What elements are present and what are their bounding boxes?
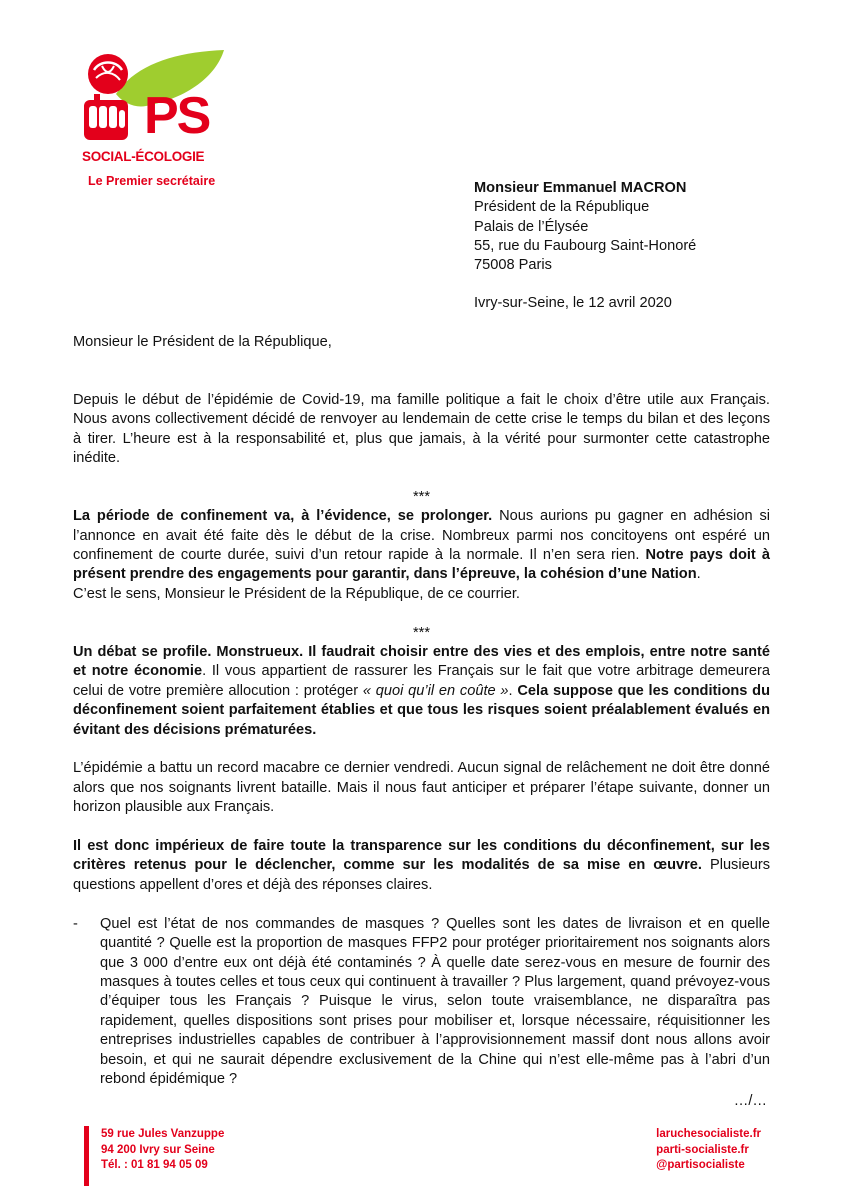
paragraph-1: Depuis le début de l’épidémie de Covid-19, ma famille politique a fait le choix d’être utile aux Français. Nous avons collectivement décidé de renvoyer au lendemain de cette crise le temps du bilan et des leçons à tirer. L’heure est à la responsabilité et, plus que jamais, à la vérité pour surmonter cette catastrophe inédite. <box>73 391 770 467</box>
paragraph-4: Un débat se profile. Monstrueux. Il faudrait choisir entre des vies et des emplois, entre notre santé et notre économie. Il vous appartient de rassurer les Français sur le fait que votre arbitrage demeurera celui de votre première allocution : protéger « quoi qu’il en coûte ». Cela suppose que les conditions du déconfinement soient parfaitement établies et que tous les risques soient préalablement évalués en évitant des décisions prématurées. <box>73 644 770 738</box>
footer-social-handle[interactable]: @partisocialiste <box>656 1159 745 1171</box>
sender-title: Le Premier secrétaire <box>88 174 216 188</box>
paragraph-2: La période de confinement va, à l’évidence, se prolonger. Nous aurions pu gagner en adhésion si l’annonce en avait été faite dès le début de la crise. Nombreux parmi nos concitoyens ont espéré un confinement de courte durée, suivi d’un retour rapide à la normale. Il n’en sera rien. Notre pays doit à présent prendre des engagements pour garantir, dans l’épreuve, la cohésion d’une Nation. <box>73 508 770 583</box>
paragraph-6 <box>73 837 770 895</box>
bullet-dash: - <box>73 915 78 932</box>
paragraph-6-text: Plusieurs questions appellent d’ores et déjà des réponses claires. <box>73 857 770 893</box>
ps-logo <box>76 46 226 172</box>
separator-stars: *** <box>412 488 431 505</box>
paragraph-4-text: . Il vous appartient de rassurer les Français sur le fait que votre arbitrage demeurera celui de votre première allocution : protéger <box>73 663 770 699</box>
recipient-line: Président de la République <box>474 199 650 216</box>
footer-divider <box>84 1126 89 1186</box>
letter-body <box>73 333 770 1089</box>
footer-website-link[interactable]: parti-socialiste.fr <box>656 1143 749 1156</box>
recipient-name: Monsieur Emmanuel MACRON <box>474 180 687 196</box>
ps-logo-tagline: SOCIAL-ÉCOLOGIE <box>82 149 205 164</box>
place-date: Ivry-sur-Seine, le 12 avril 2020 <box>474 295 672 311</box>
footer-links <box>656 1127 761 1174</box>
paragraph-2-emphasis: Notre pays doit à présent prendre des engagements pour garantir, dans l’épreuve, la cohésion d’une Nation <box>73 547 770 583</box>
paragraph-2-text: Nous aurions pu gagner en adhésion si l’annonce en avait été faite dès le début de la crise. Nombreux parmi nos concitoyens ont espéré un confinement de courte durée, suivi d’un retour rapide à la normale. Il n’en sera rien. <box>73 508 770 564</box>
recipient-line: Palais de l’Élysée <box>474 218 589 235</box>
separator-stars: *** <box>412 624 431 641</box>
footer-website-link[interactable]: laruchesocialiste.fr <box>656 1128 761 1140</box>
footer-city: 94 200 Ivry sur Seine <box>101 1143 215 1156</box>
ps-logo-letters: PS <box>144 87 210 145</box>
paragraph-5: L’épidémie a battu un record macabre ce dernier vendredi. Aucun signal de relâchement ne doit être donné alors que nos soignants livrent bataille. Mais il nous faut anticiper et préparer l’étape suivante, donner un horizon plausible aux Français. <box>73 760 770 816</box>
recipient-line: 75008 Paris <box>474 257 552 274</box>
salutation: Monsieur le Président de la République, <box>73 334 332 350</box>
recipient-line: 55, rue du Faubourg Saint-Honoré <box>474 237 697 254</box>
paragraph-3: C’est le sens, Monsieur le Président de la République, de ce courrier. <box>73 585 520 602</box>
paragraph-4-quote: « quoi qu’il en coûte » <box>362 682 509 699</box>
footer-phone: Tél. : 01 81 94 05 09 <box>101 1159 208 1171</box>
continuation-mark: …/… <box>733 1093 767 1109</box>
recipient-block <box>474 179 696 275</box>
paragraph-2-lead: La période de confinement va, à l’évidence, se prolonger. <box>73 508 493 525</box>
list-item <box>73 915 770 1090</box>
bullet-text: Quel est l’état de nos commandes de masques ? Quelles sont les dates de livraison et en quelle quantité ? Quelle est la proportion de masques FFP2 pour protéger prioritairement nos soignants alors que 3 000 d’entre eux ont déjà été contaminés ? À quelle date serez-vous en mesure de fournir des masques à toutes celles et tous ceux qui continuent à travailler ? Plus largement, quand prévoyez-vous d’équiper tous les Français ? Puisque le virus, selon toute vraisemblance, ne disparaîtra pas rapidement, quelles dispositions sont prises pour mobiliser et, lorsque nécessaire, réquisitionner les entreprises industrielles capables de contribuer à l’approvisionnement massif dont nous allons avoir besoin, et qui ne saurait dépendre exclusivement de la Chine qui n’est elle-même pas à l’abri d’un rebond épidémique ? <box>100 915 770 1087</box>
paragraph-4-emphasis: Cela suppose que les conditions du déconfinement soient parfaitement établies et que tous les risques soient préalablement évalués en évitant des décisions prématurées. <box>73 682 770 738</box>
footer-street: 59 rue Jules Vanzuppe <box>101 1128 225 1140</box>
paragraph-4-lead: Un débat se profile. Monstrueux. Il faudrait choisir entre des vies et des emplois, entre notre santé et notre économie <box>73 644 770 680</box>
paragraph-6-lead: Il est donc impérieux de faire toute la transparence sur les conditions du déconfinement, sur les critères retenus pour le déclencher, comme sur les modalités de sa mise en œuvre. <box>73 838 770 874</box>
footer-address <box>101 1127 224 1174</box>
